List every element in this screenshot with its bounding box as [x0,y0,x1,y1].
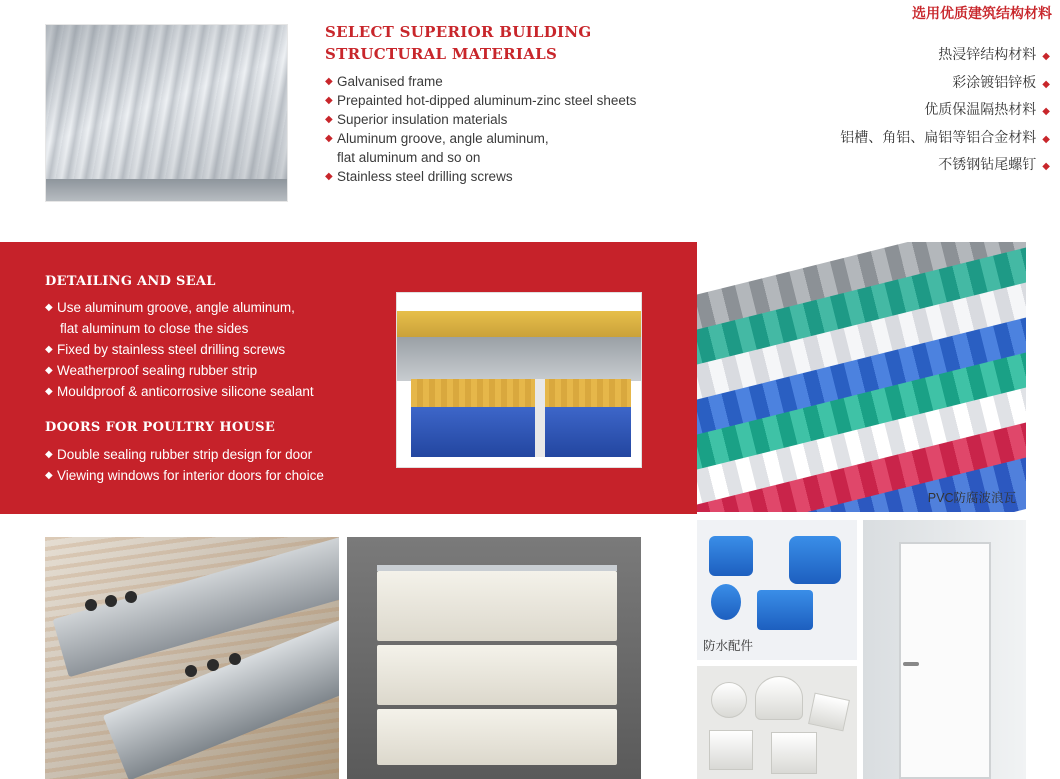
list-item-text: 优质保温隔热材料 [924,101,1037,117]
blue-fitting [757,590,813,630]
blue-fitting [711,584,741,620]
pvc-caption: PVC防腐波浪瓦 [927,491,1016,505]
list-item [45,444,385,465]
list-item [840,42,1050,70]
roof-sheets-photo [45,24,288,202]
panel-core-top [397,311,641,337]
list-item-text: flat aluminum and so on [337,150,481,165]
list-item-text: Use aluminum groove, angle aluminum, [57,300,295,315]
list-item-text: 彩涂镀铝锌板 [952,73,1037,90]
panel-joint-seam [535,379,545,457]
white-fitting [709,730,753,770]
list-item-text: Weatherproof sealing rubber strip [57,363,258,378]
bullet-diamond-icon: ◆ [1042,106,1050,117]
roof-sheets-base [46,179,287,201]
bolt-hole [207,659,219,671]
panel-steel-face [397,337,641,381]
galvanised-steel-profile-photo [45,537,339,779]
list-item [325,110,685,129]
doors-title: DOORS FOR POULTRY HOUSE [45,420,276,435]
door-handle [903,662,919,666]
list-item-text: 热浸锌结构材料 [938,46,1037,62]
materials-list-cn [840,42,1050,180]
bullet-diamond-icon: ◆ [1042,78,1050,90]
white-fittings-photo [697,666,857,779]
list-item [45,465,385,486]
list-item-text: Double sealing rubber strip design for door [57,447,313,462]
list-item-text: Mouldproof & anticorrosive silicone sealant [57,384,314,399]
list-item [325,129,685,148]
bullet-diamond-icon: ◆ [1042,51,1050,62]
bullet-diamond-icon: ◆ [1042,161,1050,172]
doors-list [45,444,385,486]
bullet-diamond-icon: ◆ [1042,133,1050,145]
list-item-text: Galvanised frame [337,74,443,89]
list-item-text: Stainless steel drilling screws [337,169,513,184]
list-item-text: Fixed by stainless steel drilling screws [57,342,286,357]
list-item [45,360,385,381]
bullet-diamond-icon: ◆ [45,386,53,397]
list-item [840,70,1050,98]
list-item [840,125,1050,153]
list-item [840,97,1050,125]
poultry-house-door-photo [863,520,1026,779]
white-fitting [711,682,747,718]
list-item [45,381,385,402]
panel-insulation-core [411,379,631,409]
white-fitting [808,693,850,732]
panel-slab [377,709,617,765]
bullet-diamond-icon: ◆ [45,302,53,313]
list-item-continuation [45,318,385,339]
list-item-text: flat aluminum to close the sides [60,321,249,336]
bullet-diamond-icon: ◆ [45,470,53,481]
list-item-text: 铝槽、角铝、扁铝等铝合金材料 [840,128,1037,145]
list-item-text: Viewing windows for interior doors for choice [57,468,324,483]
list-item [325,91,685,110]
panel-slab [377,645,617,705]
list-item-continuation [325,148,685,167]
materials-list-en [325,72,685,186]
white-fitting [755,676,803,720]
door-leaf [899,542,991,779]
materials-title-en: SELECT SUPERIOR BUILDING STRUCTURAL MATERIALS [325,23,592,63]
bullet-diamond-icon: ◆ [325,95,333,106]
bolt-hole [125,591,137,603]
fittings-caption: 防水配件 [703,639,754,653]
bullet-diamond-icon: ◆ [45,344,53,355]
list-item [325,167,685,186]
panel-blue-face [411,407,631,457]
roof-sheets-shading [46,25,287,201]
waterproof-fittings-photo [697,520,857,660]
list-item [45,297,385,318]
materials-title-cn: 选用优质建筑结构材料 [912,5,1052,21]
white-fitting [771,732,817,774]
list-item-text: Prepainted hot-dipped aluminum-zinc steel sheets [337,93,637,108]
sandwich-panel-joint-photo [396,292,642,468]
bolt-hole [85,599,97,611]
bolt-hole [229,653,241,665]
pu-sandwich-panels-photo [347,537,641,779]
list-item-text: 不锈钢钻尾螺钉 [938,156,1037,172]
pvc-roof-tiles-photo [697,242,1026,512]
list-item-text: Superior insulation materials [337,112,508,127]
list-item [325,72,685,91]
bolt-hole [185,665,197,677]
list-item [45,339,385,360]
bullet-diamond-icon: ◆ [45,365,53,376]
blue-fitting [709,536,753,576]
detailing-list [45,297,385,402]
panel-slab [377,571,617,641]
detailing-title: DETAILING AND SEAL [45,274,216,289]
bullet-diamond-icon: ◆ [45,449,53,460]
bullet-diamond-icon: ◆ [325,114,333,125]
bullet-diamond-icon: ◆ [325,76,333,87]
list-item-text: Aluminum groove, angle aluminum, [337,131,549,146]
bullet-diamond-icon: ◆ [325,133,333,144]
bolt-hole [105,595,117,607]
blue-fitting [789,536,841,584]
list-item [840,152,1050,180]
bullet-diamond-icon: ◆ [325,171,333,182]
